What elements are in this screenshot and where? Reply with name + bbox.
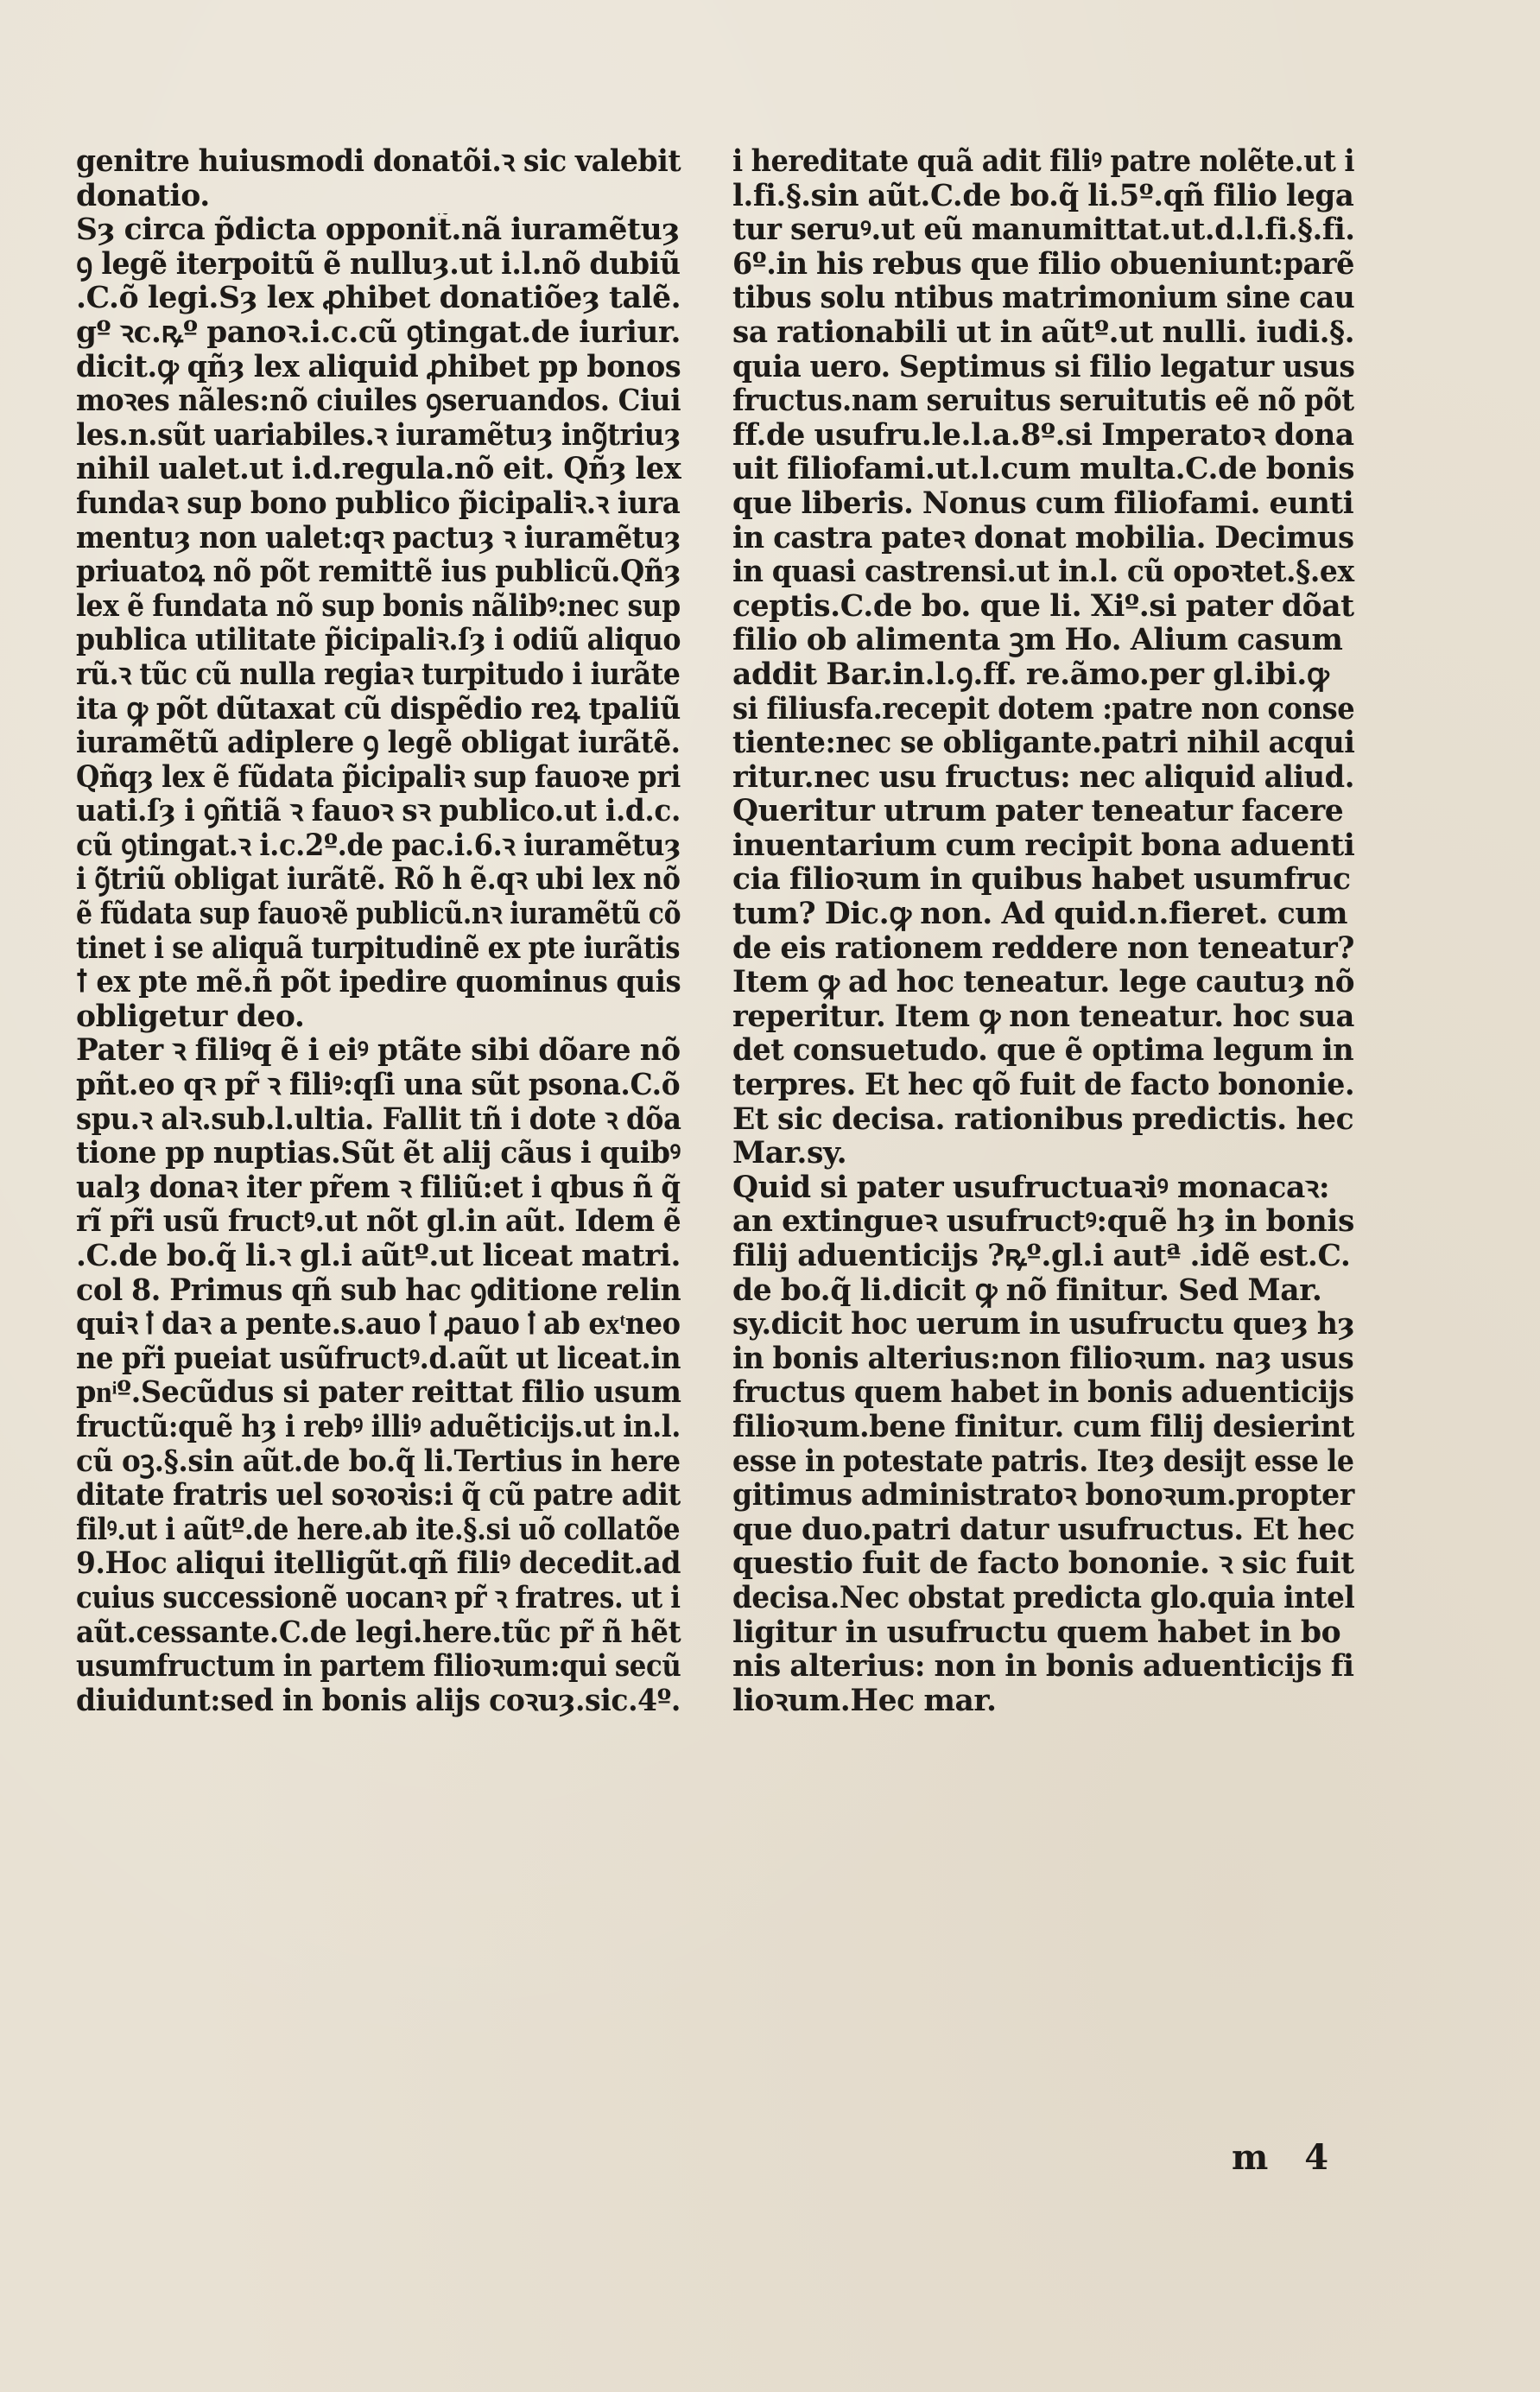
text-line: ꝯ legẽ iterpoitũ ẽ nulluȝ.ut i.l.nõ dubiũ <box>76 246 681 282</box>
text-line: de bo.q̃ li.dicit ꝙ nõ finitur. Sed Mar. <box>732 1273 1322 1308</box>
text-line: in castra pateꝛ donat mobilia. Decimus <box>732 520 1354 555</box>
text-line: quiꝛ ꝉ daꝛ a pente.s.auo ꝉ ꝓauo ꝉ ab exͭneo <box>76 1307 681 1342</box>
text-line: esse in potestate patris. Iteȝ desijt esse le <box>732 1443 1354 1479</box>
text-line: fructus.nam seruitus seruitutis eẽ nõ põt <box>732 384 1354 419</box>
text-line: quia uero. Septimus si filio legatur usus <box>732 349 1355 384</box>
text-line: uit filiofami.ut.l.cum multa.C.de bonis <box>732 452 1355 487</box>
text-line: sy.dicit hoc uerum in usufructu queȝ hȝ <box>732 1307 1355 1342</box>
text-line: tiente:nec se obligante.patri nihil acqui <box>732 726 1355 761</box>
text-line: lioꝛum.Hec mar. <box>732 1684 997 1718</box>
text-line: an extingueꝛ usufructꝰ:quẽ hȝ in bonis <box>732 1204 1354 1240</box>
text-line: filioꝛum.bene finitur. cum filij desierint <box>732 1409 1354 1444</box>
text-line: rũ.ꝛ tũc cũ nulla regiaꝛ turpitudo i iurãte <box>76 657 681 692</box>
text-line: ff.de usufru.le.l.a.8º.si Imperatoꝛ dona <box>732 417 1354 453</box>
text-line: de eis rationem reddere non teneatur? <box>732 930 1354 966</box>
text-line: ita ꝙ põt dũtaxat cũ dispẽdio reꝝ tpaliũ <box>76 691 681 726</box>
text-line: spu.ꝛ alꝛ.sub.l.ultia. Fallit tñ i dote ꝛ dõa <box>76 1101 681 1137</box>
text-line: les.n.sũt uariabiles.ꝛ iuramẽtuȝ inꝯ̃triuȝ <box>76 417 681 453</box>
text-line: in quasi castrensi.ut in.l. cũ opoꝛtet.§.ex <box>732 555 1354 590</box>
text-line: Quid si pater usufructuaꝛiꝰ monacaꝛ: <box>732 1171 1330 1205</box>
left-text-column <box>76 145 681 1718</box>
text-line: dicit.ꝙ qñȝ lex aliquid ꝓhibet pp bonos <box>76 349 681 384</box>
signature-mark: m 4 <box>1232 2137 1341 2178</box>
text-line: ꝉ ex pte mẽ.ñ põt ipedire quominus quis <box>76 965 681 1000</box>
text-line: fructũ:quẽ hȝ i rebꝰ illiꝰ aduẽticijs.ut in.l. <box>76 1409 681 1444</box>
text-line: cuius successionẽ uocanꝛ pr̃ ꝛ fratres. ut i <box>76 1580 681 1615</box>
text-line: col 8. Primus qñ sub hac ꝯditione relin <box>76 1272 681 1308</box>
text-line: moꝛes nãles:nõ ciuiles ꝯseruandos. Ciui <box>76 384 681 419</box>
text-line: sa rationabili ut in aũtº.ut nulli. iudi.§. <box>732 314 1355 350</box>
text-line: publica utilitate p̃icipaliꝛ.ſȝ i odiũ aliquo <box>76 623 681 658</box>
text-line: tibus solu ntibus matrimonium sine cau <box>732 281 1355 316</box>
text-line: que duo.patri datur usufructus. Et hec <box>732 1512 1355 1547</box>
text-line: mentuȝ non ualet:qꝛ pactuȝ ꝛ iuramẽtuȝ <box>76 520 681 555</box>
text-line: nis alterius: non in bonis aduenticijs fi <box>732 1649 1354 1685</box>
text-line: si filiusfa.recepit dotem :patre non conse <box>732 691 1355 726</box>
text-line: pnͥº.Secũdus si pater reittat filio usum <box>76 1375 681 1411</box>
text-line: pñt.eo qꝛ pr̃ ꝛ filiꝰ:qſi una sũt psona.C.õ <box>76 1068 681 1103</box>
text-line: ditate fratris uel soꝛoꝛis:i q̃ cũ patre adit <box>76 1478 681 1513</box>
text-line: Qñqȝ lex ẽ fũdata p̃icipaliꝛ sup fauoꝛe pri <box>76 759 681 795</box>
text-line: cia filioꝛum in quibus habet usumfruc <box>732 863 1351 898</box>
text-line: fundaꝛ sup bono publico p̃icipaliꝛ.ꝛ iura <box>76 485 681 521</box>
text-line: iuramẽtũ adiplere ꝯ legẽ obligat iurãtẽ. <box>76 726 681 761</box>
text-line: in bonis alterius:non filioꝛum. naȝ usus <box>732 1341 1354 1376</box>
text-line: reperitur. Item ꝙ non teneatur. hoc sua <box>732 999 1354 1034</box>
text-line: usumfructum in partem filioꝛum:qui secũ <box>76 1649 681 1685</box>
text-line: cũ oꝫ.§.sin aũt.de bo.q̃ li.Tertius in here <box>76 1443 681 1479</box>
text-line: det consuetudo. que ẽ optima legum in <box>732 1033 1354 1069</box>
text-line: ne pr̃i pueiat usũfructꝰ.d.aũt ut liceat.in <box>76 1341 681 1376</box>
text-line: Pater ꝛ filiꝰq ẽ i eiꝰ ptãte sibi dõare nõ <box>76 1033 681 1069</box>
text-line: rĩ pr̃i usũ fructꝰ.ut nõt gl.in aũt. Idem ẽ <box>76 1204 681 1240</box>
text-line: Et sic decisa. rationibus predictis. hec <box>732 1102 1354 1137</box>
text-line: ceptis.C.de bo. que li. Xiº.si pater dõat <box>732 589 1354 624</box>
text-line: que liberis. Nonus cum filiofami. eunti <box>732 485 1354 521</box>
text-line: lex ẽ fundata nõ sup bonis nãlibꝰ:nec sup <box>76 588 681 624</box>
text-line: aũt.cessante.C.de legi.here.tũc pr̃ ñ hẽt <box>76 1615 681 1650</box>
text-line: .C.de bo.q̃ li.ꝛ gl.i aũtº.ut liceat matri. <box>76 1239 681 1273</box>
text-line: fructus quem habet in bonis aduenticijs <box>732 1375 1354 1411</box>
text-line: .C.õ legi.Sȝ lex ꝓhibet donatiõeȝ talẽ. <box>76 281 681 316</box>
text-line: ualȝ donaꝛ iter pr̃em ꝛ filiũ:et i qbus ñ q̃ <box>76 1170 681 1205</box>
text-line: donatio. <box>76 179 210 213</box>
text-line: 6º.in his rebus que filio obueniunt:parẽ <box>732 246 1354 282</box>
text-line: tinet i se aliquã turpitudinẽ ex pte iurãtis <box>76 930 681 966</box>
text-line: uati.ſȝ i ꝯñtiã ꝛ fauoꝛ sꝛ publico.ut i.d.c. <box>76 794 681 829</box>
text-line: cũ ꝯtingat.ꝛ i.c.2º.de pac.i.6.ꝛ iuramẽtuȝ <box>76 828 681 863</box>
text-line: i ꝯ̃triũ obligat iurãtẽ. Rõ h ẽ.qꝛ ubi lex nõ <box>76 862 681 898</box>
text-line: Item ꝙ ad hoc teneatur. lege cautuȝ nõ <box>732 965 1355 1000</box>
text-line: tur seruꝰ.ut eũ manumittat.ut.d.l.fi.§.fi. <box>732 213 1355 248</box>
text-line: nihil ualet.ut i.d.regula.nõ eit. Qñȝ lex <box>76 452 681 487</box>
text-line: terpres. Et hec qõ fuit de facto bononie. <box>732 1068 1355 1103</box>
text-line: Mar.sy. <box>732 1137 847 1171</box>
text-line: Sȝ circa p̃dicta opponit̃.nã iuramẽtuȝ <box>76 213 680 248</box>
text-line: obligetur deo. <box>76 999 305 1034</box>
text-line: 9.Hoc aliqui itelligũt.qñ filiꝰ decedit.ad <box>76 1546 681 1582</box>
text-line: filꝰ.ut i aũtº.de here.ab ite.§.si uõ collatõe <box>76 1512 681 1547</box>
text-line: ritur.nec usu fructus: nec aliquid aliud. <box>732 759 1354 795</box>
text-line: addit Bar.in.l.ꝯ.ff. re.ãmo.per gl.ibi.ꝙ <box>732 657 1329 692</box>
text-line: l.fi.§.sin aũt.C.de bo.q̃ li.5º.qñ filio lega <box>732 178 1354 213</box>
text-line: diuidunt:sed in bonis alijs coꝛuȝ.sic.4º. <box>76 1683 681 1718</box>
text-line: tum? Dic.ꝙ non. Ad quid.n.fieret. cum <box>732 898 1348 932</box>
text-line: gº ꝛc.ꝶº panoꝛ.i.c.cũ ꝯtingat.de iuriur. <box>76 314 681 350</box>
text-line: tione pp nuptias.Sũt ẽt alij cãus i quibꝰ <box>76 1136 681 1171</box>
text-line: questio fuit de facto bononie. ꝛ sic fuit <box>732 1546 1354 1582</box>
text-line: inuentarium cum recipit bona aduenti <box>732 828 1355 863</box>
text-line: priuatoꝝ nõ põt remittẽ ius publicũ.Qñȝ <box>76 555 681 590</box>
text-line: Queritur utrum pater teneatur facere <box>732 795 1344 829</box>
text-line: gitimus administratoꝛ bonoꝛum.propter <box>732 1478 1354 1513</box>
text-line: decisa.Nec obstat predicta glo.quia intel <box>732 1580 1355 1615</box>
text-line: filij aduenticijs ?ꝶº.gl.i autª .idẽ est.C. <box>732 1240 1351 1273</box>
text-line: i hereditate quã adit filiꝰ patre nolẽte.ut i <box>732 144 1355 179</box>
text-line: genitre huiusmodi donatõi.ꝛ sic valebit <box>76 144 681 179</box>
text-line: ligitur in usufructu quem habet in bo <box>732 1615 1341 1650</box>
right-text-column <box>732 145 1354 1718</box>
text-line: ẽ fũdata sup fauoꝛẽ publicũ.nꝛ iuramẽtũ cõ <box>76 897 681 932</box>
text-line: filio ob alimenta ꝫm Ho. Alium casum <box>732 624 1343 658</box>
